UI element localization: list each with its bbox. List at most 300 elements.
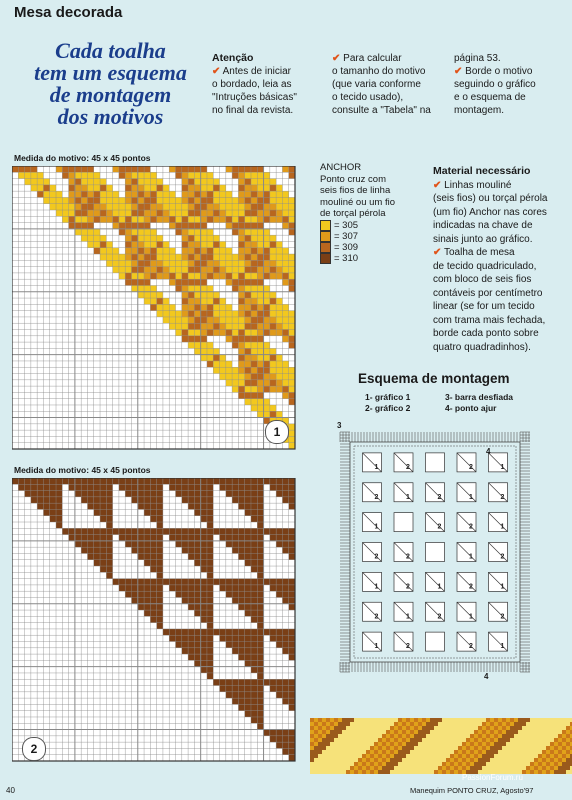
motif-number: 2 — [500, 493, 505, 501]
stitch-cell — [282, 478, 288, 484]
stitch-cell — [100, 216, 106, 222]
stitch-cell — [270, 629, 276, 635]
stitch-cell — [264, 361, 270, 367]
strip-cell — [486, 738, 490, 742]
strip-cell — [558, 734, 562, 738]
stitch-cell — [119, 204, 125, 210]
stitch-cell — [270, 273, 276, 279]
stitch-cell — [43, 497, 49, 503]
stitch-cell — [226, 317, 232, 323]
stitch-cell — [282, 484, 288, 490]
atencao-column — [212, 52, 322, 117]
stitch-cell — [232, 380, 238, 386]
strip-cell — [426, 726, 430, 730]
stitch-cell — [50, 191, 56, 197]
stitch-cell — [213, 260, 219, 266]
stitch-cell — [131, 478, 137, 484]
stitch-cell — [62, 172, 68, 178]
stitch-cell — [207, 292, 213, 298]
stitch-cell — [232, 172, 238, 178]
strip-cell — [494, 718, 498, 722]
stitch-cell — [251, 304, 257, 310]
stitch-cell — [257, 610, 263, 616]
stitch-cell — [194, 648, 200, 654]
stitch-cell — [238, 342, 244, 348]
stitch-cell — [31, 179, 37, 185]
stitch-cell — [207, 497, 213, 503]
stitch-cell — [257, 179, 263, 185]
strip-cell — [486, 734, 490, 738]
strip-cell — [358, 758, 362, 762]
strip-cell — [454, 762, 458, 766]
stitch-cell — [182, 497, 188, 503]
strip-cell — [446, 766, 450, 770]
stitch-cell — [157, 522, 163, 528]
strip-cell — [326, 718, 330, 722]
stitch-cell — [94, 560, 100, 566]
stitch-cell — [251, 547, 257, 553]
strip-cell — [538, 762, 542, 766]
stitch-cell — [282, 597, 288, 603]
stitch-cell — [226, 380, 232, 386]
stitch-cell — [106, 535, 112, 541]
stitch-cell — [251, 566, 257, 572]
stitch-cell — [75, 204, 81, 210]
montagem-key-item: 1- gráfico 1 — [365, 392, 411, 402]
stitch-cell — [232, 330, 238, 336]
stitch-cell — [276, 273, 282, 279]
stitch-cell — [245, 285, 251, 291]
stitch-cell — [289, 260, 295, 266]
strip-cell — [454, 758, 458, 762]
stitch-cell — [188, 235, 194, 241]
strip-cell — [562, 750, 566, 754]
stitch-cell — [157, 235, 163, 241]
stitch-cell — [257, 380, 263, 386]
stitch-cell — [289, 541, 295, 547]
strip-cell — [482, 738, 486, 742]
strip-cell — [398, 726, 402, 730]
stitch-cell — [270, 535, 276, 541]
stitch-cell — [81, 185, 87, 191]
stitch-cell — [182, 185, 188, 191]
stitch-cell — [257, 374, 263, 380]
stitch-cell — [232, 478, 238, 484]
material-line: com trama mais fechada, — [433, 314, 546, 326]
stitch-cell — [201, 330, 207, 336]
stitch-cell — [282, 635, 288, 641]
motif-number: 2 — [406, 463, 410, 471]
legend-item — [320, 220, 430, 231]
stitch-cell — [157, 273, 163, 279]
stitch-cell — [251, 223, 257, 229]
stitch-cell — [144, 273, 150, 279]
stitch-cell — [144, 241, 150, 247]
strip-cell — [322, 730, 326, 734]
strip-cell — [522, 718, 526, 722]
stitch-cell — [232, 692, 238, 698]
strip-cell — [382, 758, 386, 762]
stitch-cell — [289, 374, 295, 380]
motif1-size-label: Medida do motivo: 45 x 45 pontos — [14, 153, 151, 163]
strip-cell — [518, 718, 522, 722]
stitch-cell — [182, 579, 188, 585]
stitch-cell — [257, 654, 263, 660]
strip-cell — [542, 758, 546, 762]
stitch-cell — [201, 223, 207, 229]
stitch-cell — [194, 323, 200, 329]
stitch-cell — [188, 204, 194, 210]
stitch-cell — [125, 528, 131, 534]
stitch-cell — [245, 292, 251, 298]
motif-square — [426, 453, 445, 472]
stitch-cell — [238, 298, 244, 304]
stitch-cell — [238, 484, 244, 490]
stitch-cell — [270, 254, 276, 260]
strip-cell — [450, 762, 454, 766]
strip-cell — [566, 766, 570, 770]
stitch-cell — [169, 248, 175, 254]
stitch-cell — [194, 635, 200, 641]
strip-cell — [334, 718, 338, 722]
strip-cell — [490, 718, 494, 722]
stitch-cell — [138, 241, 144, 247]
stitch-cell — [62, 197, 68, 203]
stitch-cell — [238, 642, 244, 648]
stitch-cell — [138, 503, 144, 509]
stitch-cell — [251, 355, 257, 361]
stitch-cell — [232, 342, 238, 348]
stitch-cell — [201, 491, 207, 497]
stitch-cell — [213, 273, 219, 279]
strip-cell — [558, 766, 562, 770]
strip-cell — [466, 766, 470, 770]
stitch-cell — [232, 642, 238, 648]
stitch-cell — [169, 197, 175, 203]
stitch-cell — [238, 604, 244, 610]
stitch-cell — [144, 298, 150, 304]
stitch-cell — [207, 541, 213, 547]
stitch-cell — [131, 260, 137, 266]
montagem-diagram — [330, 420, 550, 700]
stitch-cell — [182, 260, 188, 266]
strip-cell — [314, 718, 318, 722]
stitch-cell — [144, 223, 150, 229]
stitch-cell — [245, 591, 251, 597]
strip-cell — [474, 762, 478, 766]
stitch-cell — [201, 654, 207, 660]
stitch-cell — [201, 216, 207, 222]
stitch-cell — [251, 179, 257, 185]
stitch-cell — [169, 317, 175, 323]
stitch-cell — [289, 654, 295, 660]
strip-cell — [370, 750, 374, 754]
stitch-cell — [251, 591, 257, 597]
stitch-cell — [163, 204, 169, 210]
stitch-cell — [138, 179, 144, 185]
strip-cell — [450, 770, 454, 774]
stitch-cell — [94, 235, 100, 241]
strip-cell — [398, 754, 402, 758]
stitch-cell — [150, 241, 156, 247]
strip-cell — [518, 722, 522, 726]
stitch-cell — [238, 285, 244, 291]
strip-cell — [386, 758, 390, 762]
stitch-cell — [182, 197, 188, 203]
strip-cell — [490, 754, 494, 758]
strip-cell — [538, 758, 542, 762]
strip-cell — [490, 738, 494, 742]
strip-cell — [482, 746, 486, 750]
stitch-cell — [245, 711, 251, 717]
stitch-cell — [207, 673, 213, 679]
stitch-cell — [232, 484, 238, 490]
stitch-cell — [138, 604, 144, 610]
strip-cell — [566, 754, 570, 758]
stitch-cell — [163, 273, 169, 279]
stitch-cell — [270, 185, 276, 191]
stitch-cell — [289, 742, 295, 748]
stitch-cell — [188, 478, 194, 484]
stitch-cell — [201, 484, 207, 490]
stitch-cell — [87, 241, 93, 247]
stitch-cell — [144, 503, 150, 509]
stitch-cell — [220, 191, 226, 197]
stitch-cell — [201, 197, 207, 203]
mark-label: 3 — [337, 421, 342, 430]
stitch-cell — [257, 673, 263, 679]
stitch-cell — [251, 210, 257, 216]
stitch-cell — [37, 179, 43, 185]
stitch-cell — [226, 692, 232, 698]
atencao-line: Antes de iniciar — [222, 66, 291, 77]
stitch-cell — [282, 585, 288, 591]
stitch-cell — [150, 491, 156, 497]
fabric-sample-photo — [310, 718, 572, 774]
stitch-cell — [201, 597, 207, 603]
stitch-cell — [220, 528, 226, 534]
stitch-cell — [188, 604, 194, 610]
strip-cell — [378, 738, 382, 742]
stitch-cell — [150, 547, 156, 553]
check-icon: ✔ — [332, 53, 341, 64]
stitch-cell — [81, 497, 87, 503]
strip-cell — [386, 754, 390, 758]
stitch-cell — [182, 591, 188, 597]
stitch-cell — [270, 191, 276, 197]
strip-cell — [330, 726, 334, 730]
stitch-cell — [201, 204, 207, 210]
strip-cell — [314, 746, 318, 750]
stitch-cell — [144, 579, 150, 585]
stitch-cell — [188, 535, 194, 541]
strip-cell — [550, 754, 554, 758]
strip-cell — [386, 770, 390, 774]
stitch-cell — [113, 267, 119, 273]
stitch-cell — [188, 317, 194, 323]
stitch-cell — [289, 642, 295, 648]
stitch-cell — [264, 254, 270, 260]
strip-cell — [506, 726, 510, 730]
color-swatch — [320, 220, 331, 231]
strip-cell — [534, 770, 538, 774]
strip-cell — [494, 750, 498, 754]
stitch-cell — [257, 273, 263, 279]
stitch-cell — [276, 330, 282, 336]
strip-cell — [394, 730, 398, 734]
stitch-cell — [264, 298, 270, 304]
stitch-cell — [245, 336, 251, 342]
strip-cell — [490, 734, 494, 738]
stitch-cell — [289, 317, 295, 323]
stitch-cell — [251, 597, 257, 603]
stitch-cell — [201, 191, 207, 197]
stitch-cell — [213, 311, 219, 317]
stitch-cell — [207, 179, 213, 185]
stitch-cell — [106, 503, 112, 509]
stitch-cell — [138, 229, 144, 235]
strip-cell — [542, 762, 546, 766]
stitch-cell — [270, 323, 276, 329]
stitch-cell — [194, 610, 200, 616]
stitch-cell — [251, 380, 257, 386]
stitch-cell — [144, 260, 150, 266]
stitch-cell — [257, 166, 263, 172]
stitch-cell — [188, 229, 194, 235]
page-number: 40 — [6, 786, 15, 795]
stitch-cell — [232, 279, 238, 285]
stitch-cell — [56, 478, 62, 484]
stitch-cell — [226, 330, 232, 336]
anchor-line: de torçal pérola — [320, 208, 386, 219]
stitch-cell — [245, 323, 251, 329]
strip-cell — [566, 750, 570, 754]
strip-cell — [318, 738, 322, 742]
stitch-cell — [245, 235, 251, 241]
stitch-cell — [226, 166, 232, 172]
stitch-cell — [270, 686, 276, 692]
stitch-cell — [289, 254, 295, 260]
stitch-cell — [276, 361, 282, 367]
stitch-cell — [125, 223, 131, 229]
stitch-cell — [150, 285, 156, 291]
strip-cell — [394, 758, 398, 762]
stitch-cell — [182, 541, 188, 547]
stitch-cell — [207, 304, 213, 310]
strip-cell — [458, 758, 462, 762]
strip-cell — [510, 726, 514, 730]
strip-cell — [414, 734, 418, 738]
stitch-cell — [169, 579, 175, 585]
strip-cell — [482, 762, 486, 766]
stitch-cell — [276, 374, 282, 380]
strip-cell — [506, 718, 510, 722]
footer-credit: Manequim PONTO CRUZ, Agosto'97 — [410, 786, 534, 795]
stitch-cell — [43, 197, 49, 203]
stitch-cell — [150, 298, 156, 304]
stitch-cell — [87, 478, 93, 484]
stitch-cell — [270, 361, 276, 367]
stitch-cell — [169, 204, 175, 210]
stitch-cell — [251, 484, 257, 490]
stitch-cell — [188, 585, 194, 591]
stitch-cell — [238, 698, 244, 704]
stitch-cell — [43, 484, 49, 490]
stitch-cell — [207, 585, 213, 591]
strip-cell — [486, 726, 490, 730]
stitch-cell — [87, 223, 93, 229]
stitch-cell — [251, 711, 257, 717]
stitch-cell — [282, 730, 288, 736]
stitch-cell — [238, 185, 244, 191]
stitch-cell — [251, 629, 257, 635]
stitch-cell — [100, 547, 106, 553]
strip-cell — [482, 734, 486, 738]
stitch-cell — [150, 235, 156, 241]
stitch-cell — [270, 736, 276, 742]
stitch-cell — [289, 279, 295, 285]
strip-cell — [358, 770, 362, 774]
stitch-cell — [94, 484, 100, 490]
stitch-cell — [75, 197, 81, 203]
strip-cell — [470, 762, 474, 766]
strip-cell — [386, 750, 390, 754]
stitch-cell — [289, 216, 295, 222]
stitch-cell — [125, 585, 131, 591]
stitch-cell — [176, 642, 182, 648]
stitch-cell — [87, 497, 93, 503]
motif-number: 2 — [500, 553, 505, 561]
stitch-cell — [201, 560, 207, 566]
stitch-cell — [188, 323, 194, 329]
motif-number: 1 — [437, 583, 442, 591]
stitch-cell — [81, 491, 87, 497]
stitch-cell — [276, 535, 282, 541]
strip-cell — [366, 762, 370, 766]
stitch-cell — [119, 535, 125, 541]
stitch-cell — [220, 330, 226, 336]
strip-cell — [502, 722, 506, 726]
strip-cell — [450, 754, 454, 758]
stitch-cell — [251, 478, 257, 484]
motif-number: 1 — [469, 613, 473, 621]
strip-cell — [374, 742, 378, 746]
stitch-cell — [264, 730, 270, 736]
stitch-cell — [182, 478, 188, 484]
stitch-cell — [157, 484, 163, 490]
stitch-cell — [150, 585, 156, 591]
stitch-cell — [220, 216, 226, 222]
stitch-cell — [150, 172, 156, 178]
strip-cell — [422, 722, 426, 726]
strip-cell — [550, 766, 554, 770]
strip-cell — [554, 762, 558, 766]
stitch-cell — [282, 579, 288, 585]
strip-cell — [474, 766, 478, 770]
stitch-cell — [245, 604, 251, 610]
stitch-cell — [289, 597, 295, 603]
stitch-cell — [119, 223, 125, 229]
borde-line: e o esquema de — [454, 92, 526, 103]
stitch-cell — [257, 503, 263, 509]
strip-cell — [310, 730, 314, 734]
strip-cell — [478, 738, 482, 742]
strip-cell — [410, 730, 414, 734]
stitch-cell — [238, 547, 244, 553]
stitch-cell — [207, 597, 213, 603]
strip-cell — [398, 746, 402, 750]
stitch-cell — [245, 166, 251, 172]
